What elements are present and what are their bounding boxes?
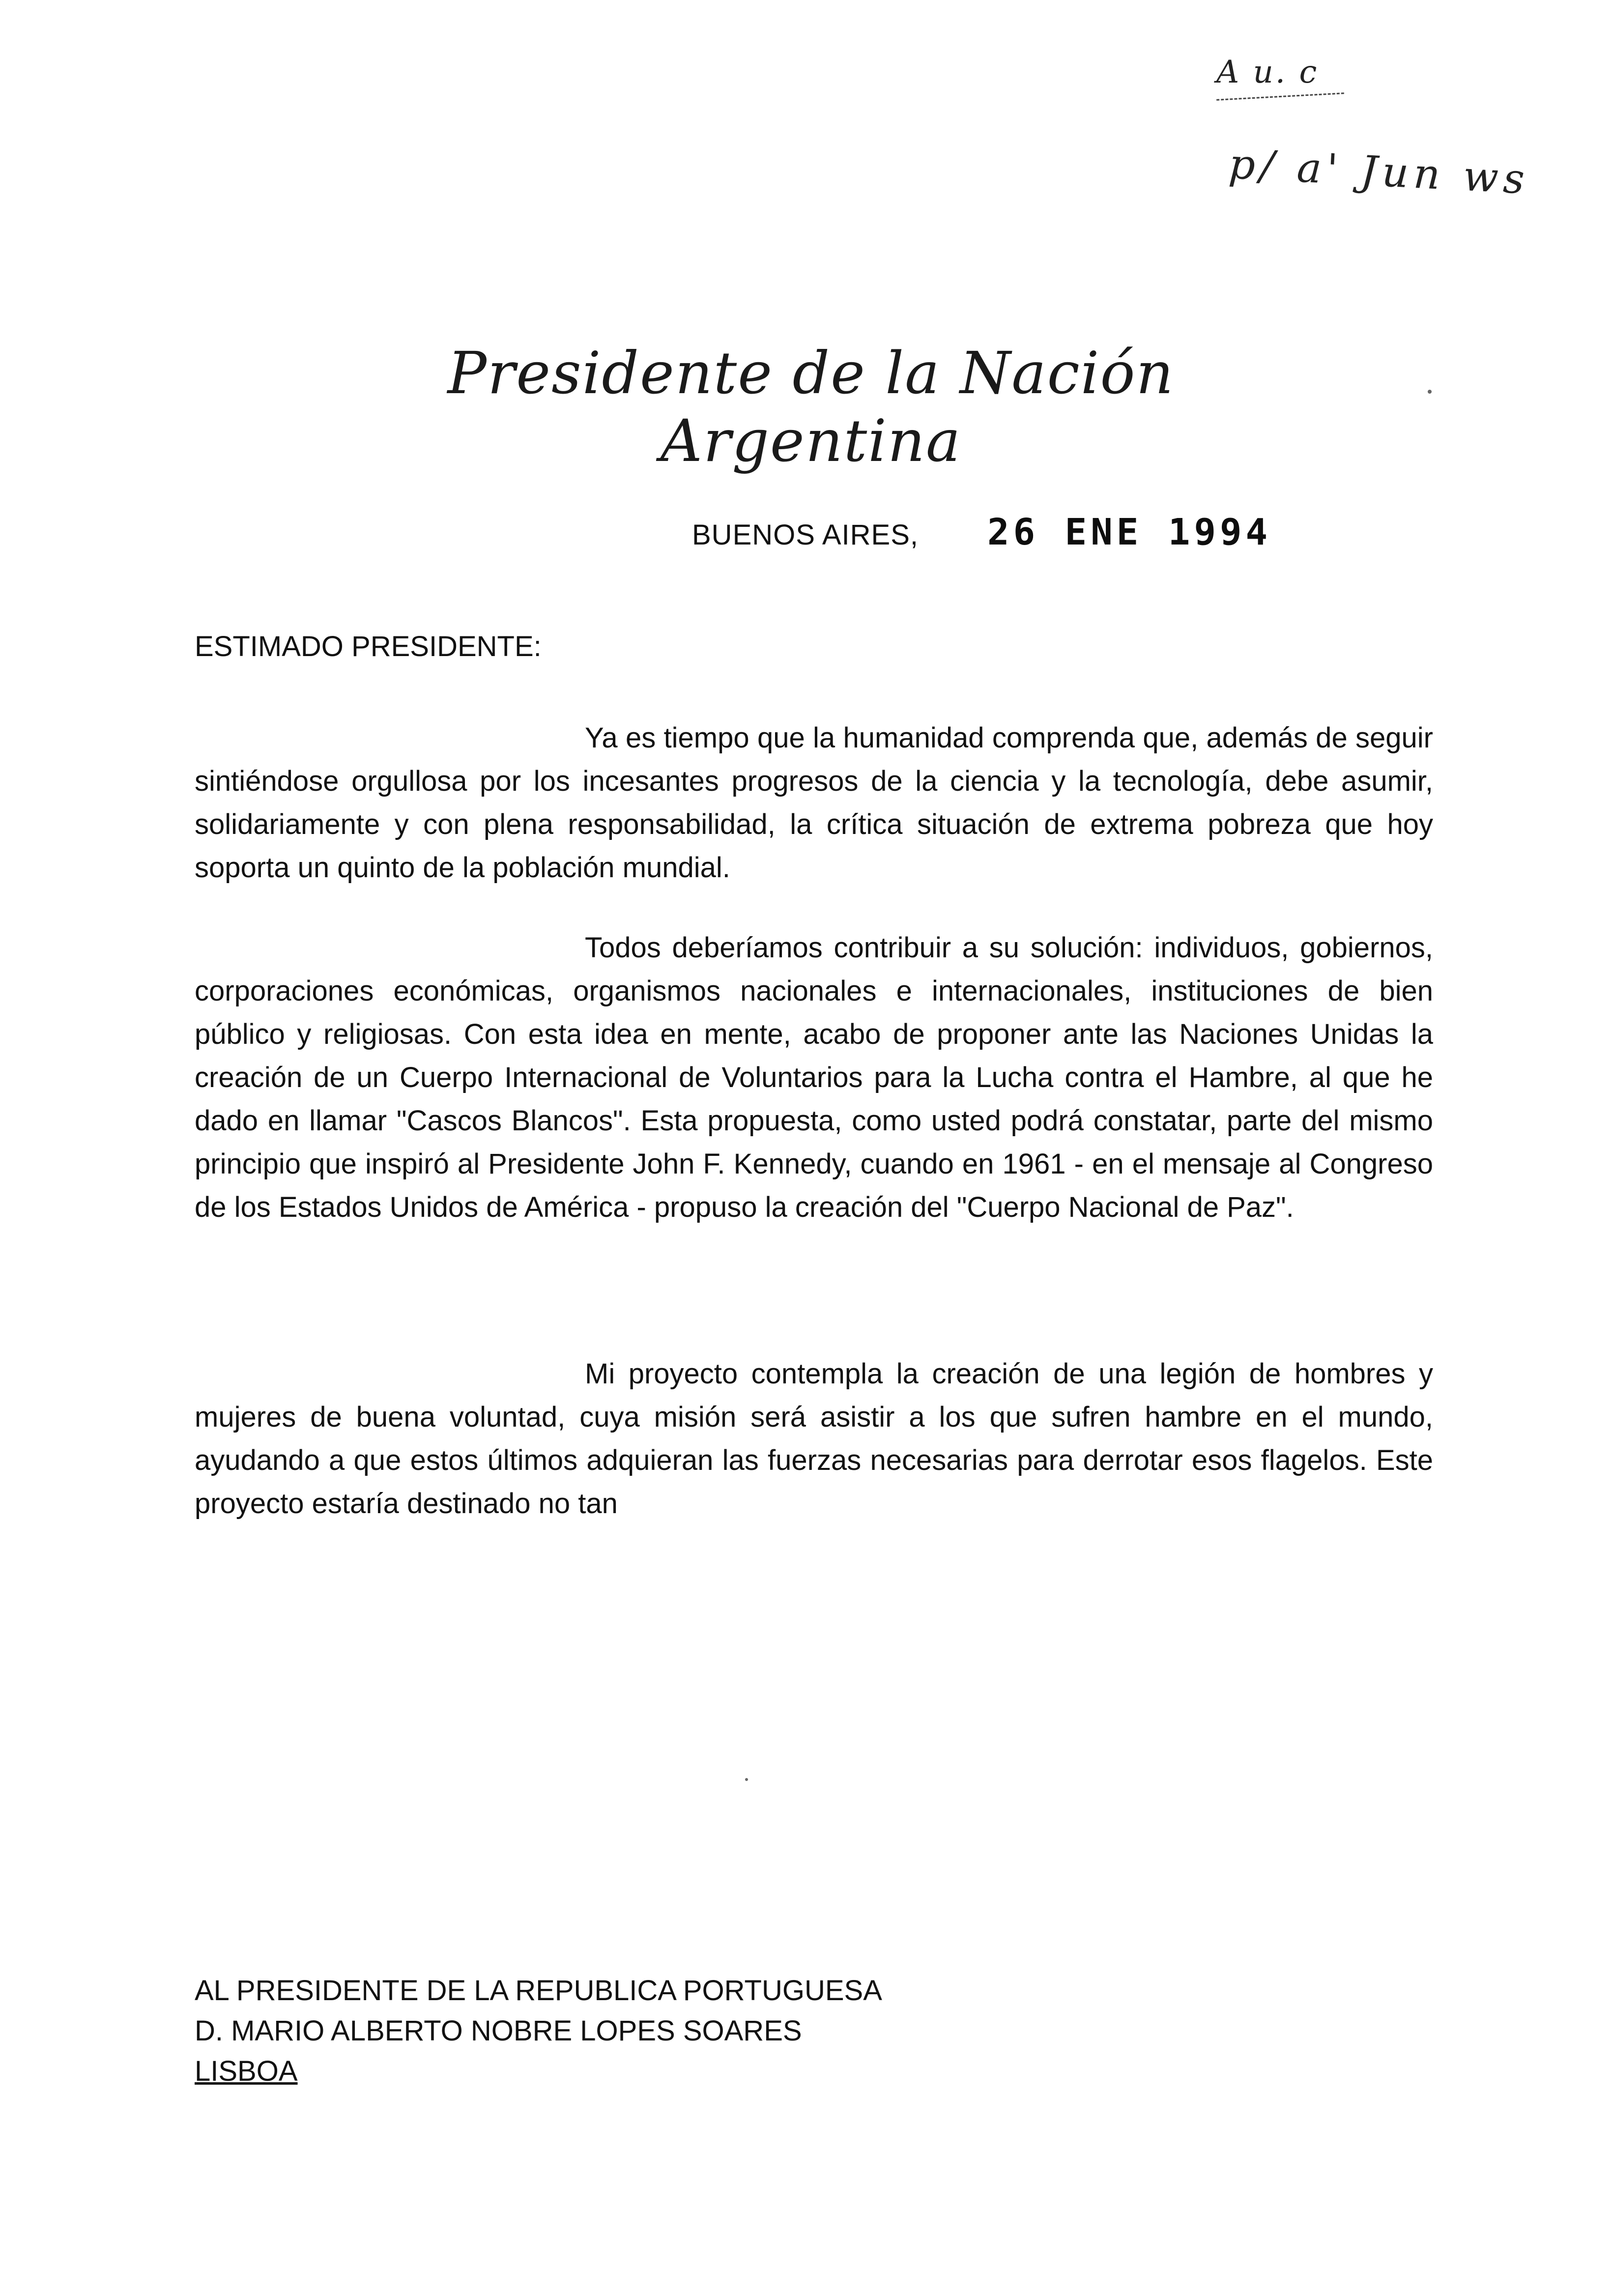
dateline <box>692 511 1271 570</box>
letterhead-text: Presidente de la Nación Argentina <box>447 339 1175 475</box>
scan-speck <box>1428 390 1432 394</box>
addressee-line-1: AL PRESIDENTE DE LA REPUBLICA PORTUGUESA <box>195 1975 882 2007</box>
scan-speck <box>745 1778 748 1781</box>
handwritten-note-top: A u. c <box>1216 54 1319 90</box>
addressee-line-2: D. MARIO ALBERTO NOBRE LOPES SOARES <box>195 2015 802 2047</box>
handwritten-note-second: p/ a' Jun ws <box>1227 140 1531 203</box>
date-stamp: 26 ENE 1994 <box>987 511 1272 553</box>
addressee-block <box>195 1971 882 2092</box>
letterhead-title <box>403 339 1219 475</box>
handwritten-underline <box>1216 92 1344 101</box>
salutation: ESTIMADO PRESIDENTE: <box>195 631 542 662</box>
paragraph-1: Ya es tiempo que la humanidad comprenda que, además de seguir sintiéndose orgullosa por los incesantes progresos de la ciencia y la tecnología, debe asumir, solidariamente y con plena responsabilidad, la crítica situación de extrema pobreza que hoy soporta un quinto de la población mundial. <box>195 722 1433 884</box>
paragraph-2: Todos deberíamos contribuir a su solución: individuos, gobiernos, corporaciones económicas, organismos nacionales e internacionales, instituciones de bien público y religiosas. Con esta idea en mente, acabo de proponer ante las Naciones Unidas la creación de un Cuerpo Internacional de Voluntarios para la Lucha contra el Hambre, al que he dado en llamar "Cascos Blancos". Esta propuesta, como usted podrá constatar, parte del mismo principio que inspiró al Presidente John F. Kennedy, cuando en 1961 - en el mensaje al Congreso de los Estados Unidos de América - propuso la creación del "Cuerpo Nacional de Paz". <box>195 932 1433 1223</box>
paragraph-3: Mi proyecto contempla la creación de una legión de hombres y mujeres de buena voluntad, cuya misión será asistir a los que sufren hambre en el mundo, ayudando a que estos últimos adquieran las fuerzas necesarias para derrotar esos flagelos. Este proyecto estaría destinado no tan <box>195 1358 1433 1520</box>
addressee-city: LISBOA <box>195 2055 298 2087</box>
dateline-city: BUENOS AIRES, <box>692 519 919 551</box>
